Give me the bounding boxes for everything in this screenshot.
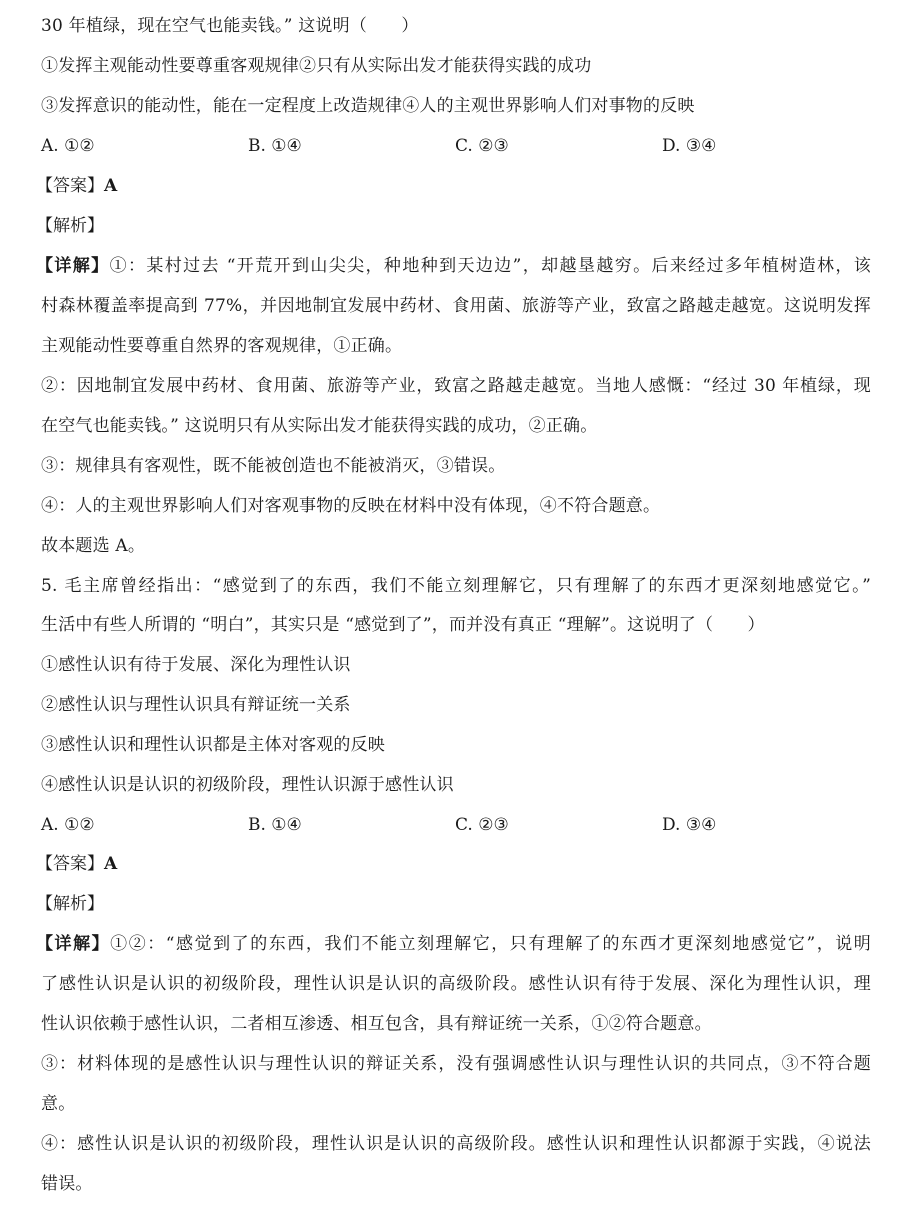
q4-detail-line-3: 主观能动性要尊重自然界的客观规律，①正确。 [41,336,403,356]
q5-statement-1: ①感性认识有待于发展、深化为理性认识 [41,655,351,675]
q5-stem-line-1: 5. 毛主席曾经指出：“感觉到了的东西，我们不能立刻理解它，只有理解了的东西才更深刻地感觉它。” [41,576,871,596]
q5-statement-4: ④感性认识是认识的初级阶段，理性认识源于感性认识 [41,775,454,795]
q4-detail-line-1 [36,254,871,278]
q5-detail-line-1 [36,932,871,956]
q4-answer [36,174,117,198]
q4-stem-tail: 30 年植绿，现在空气也能卖钱。” 这说明（ ） [41,16,419,36]
q4-detail-line-4: ②：因地制宜发展中药材、食用菌、旅游等产业，致富之路越走越宽。当地人感慨：“经过 30 年植绿，现 [41,376,871,396]
q5-option-d: D. ③④ [662,815,717,835]
q5-detail-text-1: ①②：“感觉到了的东西，我们不能立刻理解它，只有理解了的东西才更深刻地感觉它”，说明 [110,934,871,954]
q4-statement-1: ①发挥主观能动性要尊重客观规律②只有从实际出发才能获得实践的成功 [41,56,592,76]
q4-option-c: C. ②③ [455,136,509,156]
q5-detail-line-4: ③：材料体现的是感性认识与理性认识的辩证关系，没有强调感性认识与理性认识的共同点，③不符合题 [41,1054,871,1074]
q5-detail-label: 【详解】 [36,934,111,954]
q5-detail-line-6: ④：感性认识是认识的初级阶段，理性认识是认识的高级阶段。感性认识和理性认识都源于实践，④说法 [41,1134,871,1154]
q5-analysis-label: 【解析】 [36,894,104,914]
q4-conclusion: 故本题选 A。 [41,536,146,556]
q5-statement-2: ②感性认识与理性认识具有辩证统一关系 [41,695,351,715]
q5-detail-line-3: 性认识依赖于感性认识，二者相互渗透、相互包含，具有辩证统一关系，①②符合题意。 [41,1014,712,1034]
q5-answer [36,852,117,876]
q4-option-a: A. ①② [41,136,95,156]
q4-detail-label: 【详解】 [36,256,110,276]
q4-detail-line-6: ③：规律具有客观性，既不能被创造也不能被消灭，③错误。 [41,456,506,476]
q5-detail-line-7: 错误。 [41,1174,93,1194]
q4-option-b: B. ①④ [248,136,302,156]
q5-statement-3: ③感性认识和理性认识都是主体对客观的反映 [41,735,385,755]
q5-detail-line-2: 了感性认识是认识的初级阶段，理性认识是认识的高级阶段。感性认识有待于发展、深化为理性认识，理 [41,974,871,994]
q5-option-a: A. ①② [41,815,95,835]
q4-detail-line-5: 在空气也能卖钱。” 这说明只有从实际出发才能获得实践的成功，②正确。 [41,416,598,436]
q4-analysis-label: 【解析】 [36,216,104,236]
q4-detail-line-7: ④：人的主观世界影响人们对客观事物的反映在材料中没有体现，④不符合题意。 [41,496,661,516]
q4-detail-line-2: 村森林覆盖率提高到 77%，并因地制宜发展中药材、食用菌、旅游等产业，致富之路越走越宽。这说明发挥 [41,296,871,316]
q4-detail-text-1: ①：某村过去 “开荒开到山尖尖，种地种到天边边”，却越垦越穷。后来经过多年植树造林，该 [109,256,871,276]
q4-answer-value: A [104,176,118,196]
q5-option-c: C. ②③ [455,815,509,835]
q5-option-b: B. ①④ [248,815,302,835]
q4-option-d: D. ③④ [662,136,717,156]
q4-statement-2: ③发挥意识的能动性，能在一定程度上改造规律④人的主观世界影响人们对事物的反映 [41,96,695,116]
q5-stem-line-2: 生活中有些人所谓的 “明白”，其实只是 “感觉到了”，而并没有真正 “理解”。这说明了（ ） [41,615,765,635]
q4-answer-label: 【答案】 [36,176,104,196]
q5-detail-line-5: 意。 [41,1094,76,1114]
q5-answer-label: 【答案】 [36,854,104,874]
q5-answer-value: A [104,854,118,874]
